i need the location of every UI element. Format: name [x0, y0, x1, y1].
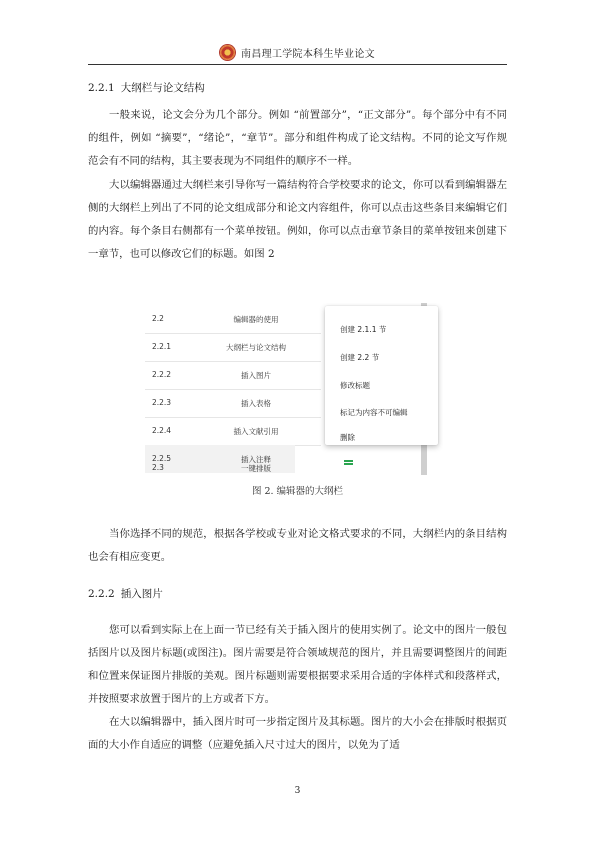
outline-row-title: 大纲栏与论文结构: [226, 343, 286, 352]
section-heading-2-2-2: [88, 586, 163, 601]
menu-item-create-2-2[interactable]: 创建 2.2 节: [340, 353, 380, 362]
paragraph: 大以编辑器通过大纲栏来引导你写一篇结构符合学校要求的论文，你可以看到编辑器左侧的大纲栏上列出了不同的论文组成部分和论文内容组件，你可以点击这些条目来编辑它们的内容。每个条目右侧都有一个菜单按钮。例如，你可以点击章节条目的菜单按钮来创建下一章节，也可以修改它们的标题。如图 2: [88, 179, 507, 260]
figure-caption: 图 2. 编辑器的大纲栏: [251, 486, 344, 497]
outline-row-number: 2.2.2: [152, 370, 172, 379]
outline-row[interactable]: [145, 417, 321, 446]
section-number: 2.2.1: [88, 82, 115, 94]
section-title: 大纲栏与论文结构: [120, 82, 205, 94]
outline-row-title: 编辑器的使用: [233, 315, 279, 324]
outline-row-title: 插入表格: [241, 399, 271, 408]
outline-row-number: 2.2.4: [152, 426, 172, 435]
outline-row-number: 2.2: [152, 314, 164, 323]
header-title: 南昌理工学院本科生毕业论文: [241, 48, 375, 60]
section-title: 插入图片: [120, 588, 163, 600]
outline-row-number: 2.2.5: [152, 454, 172, 463]
section-number: 2.2.2: [88, 588, 115, 600]
menu-item-delete[interactable]: 删除: [340, 433, 355, 442]
context-menu: [325, 306, 438, 445]
outline-row[interactable]: [145, 453, 321, 475]
outline-row[interactable]: [145, 305, 321, 334]
paragraph: 当你选择不同的规范，根据各学校或专业对论文格式要求的不同，大纲栏内的条目结构也会有相应变更。: [88, 528, 507, 563]
section-heading-2-2-1: [88, 80, 205, 95]
paragraph: 一般来说，论文会分为几个部分。例如 “前置部分”，“正文部分”。每个部分中有不同的组件，例如 “摘要”，“绪论”，“章节”。部分和组件构成了论文结构。不同的论文写作规范会有不同的结构，其主要表现为不同组件的顺序不一样。: [88, 109, 507, 167]
outline-row-title: 插入文献引用: [233, 427, 279, 436]
outline-figure: [145, 303, 443, 475]
outline-row[interactable]: [145, 333, 321, 362]
outline-row-title: 一键排版: [241, 464, 271, 473]
page-number: 3: [294, 786, 301, 796]
list-icon[interactable]: [344, 460, 353, 467]
outline-row[interactable]: [145, 361, 321, 390]
outline-row-title: 插入图片: [241, 371, 271, 380]
university-logo-icon: [220, 45, 235, 60]
outline-row-number: 2.3: [152, 463, 164, 472]
outline-row-title: 插入注释: [241, 455, 271, 464]
menu-item-rename[interactable]: 修改标题: [340, 381, 370, 390]
outline-row-number: 2.2.3: [152, 398, 172, 407]
page-header: [88, 40, 507, 65]
paragraph: 在大以编辑器中，插入图片时可一步指定图片及其标题。图片的大小会在排版时根据页面的大小作自适应的调整（应避免插入尺寸过大的图片，以免为了适: [88, 716, 507, 751]
menu-item-create-2-1-1[interactable]: 创建 2.1.1 节: [340, 325, 387, 334]
menu-item-lock-content[interactable]: 标记为内容不可编辑: [340, 408, 408, 417]
outline-row[interactable]: [145, 389, 321, 418]
paragraph: 您可以看到实际上在上面一节已经有关于插入图片的使用实例了。论文中的图片一般包括图片以及图片标题(或图注)。图片需要是符合领域规范的图片，并且需要调整图片的间距和位置来保证图片排版的美观。图片标题则需要根据要求采用合适的字体样式和段落样式，并按照要求放置于图片的上方或者下方。: [88, 624, 507, 705]
outline-row-number: 2.2.1: [152, 342, 172, 351]
